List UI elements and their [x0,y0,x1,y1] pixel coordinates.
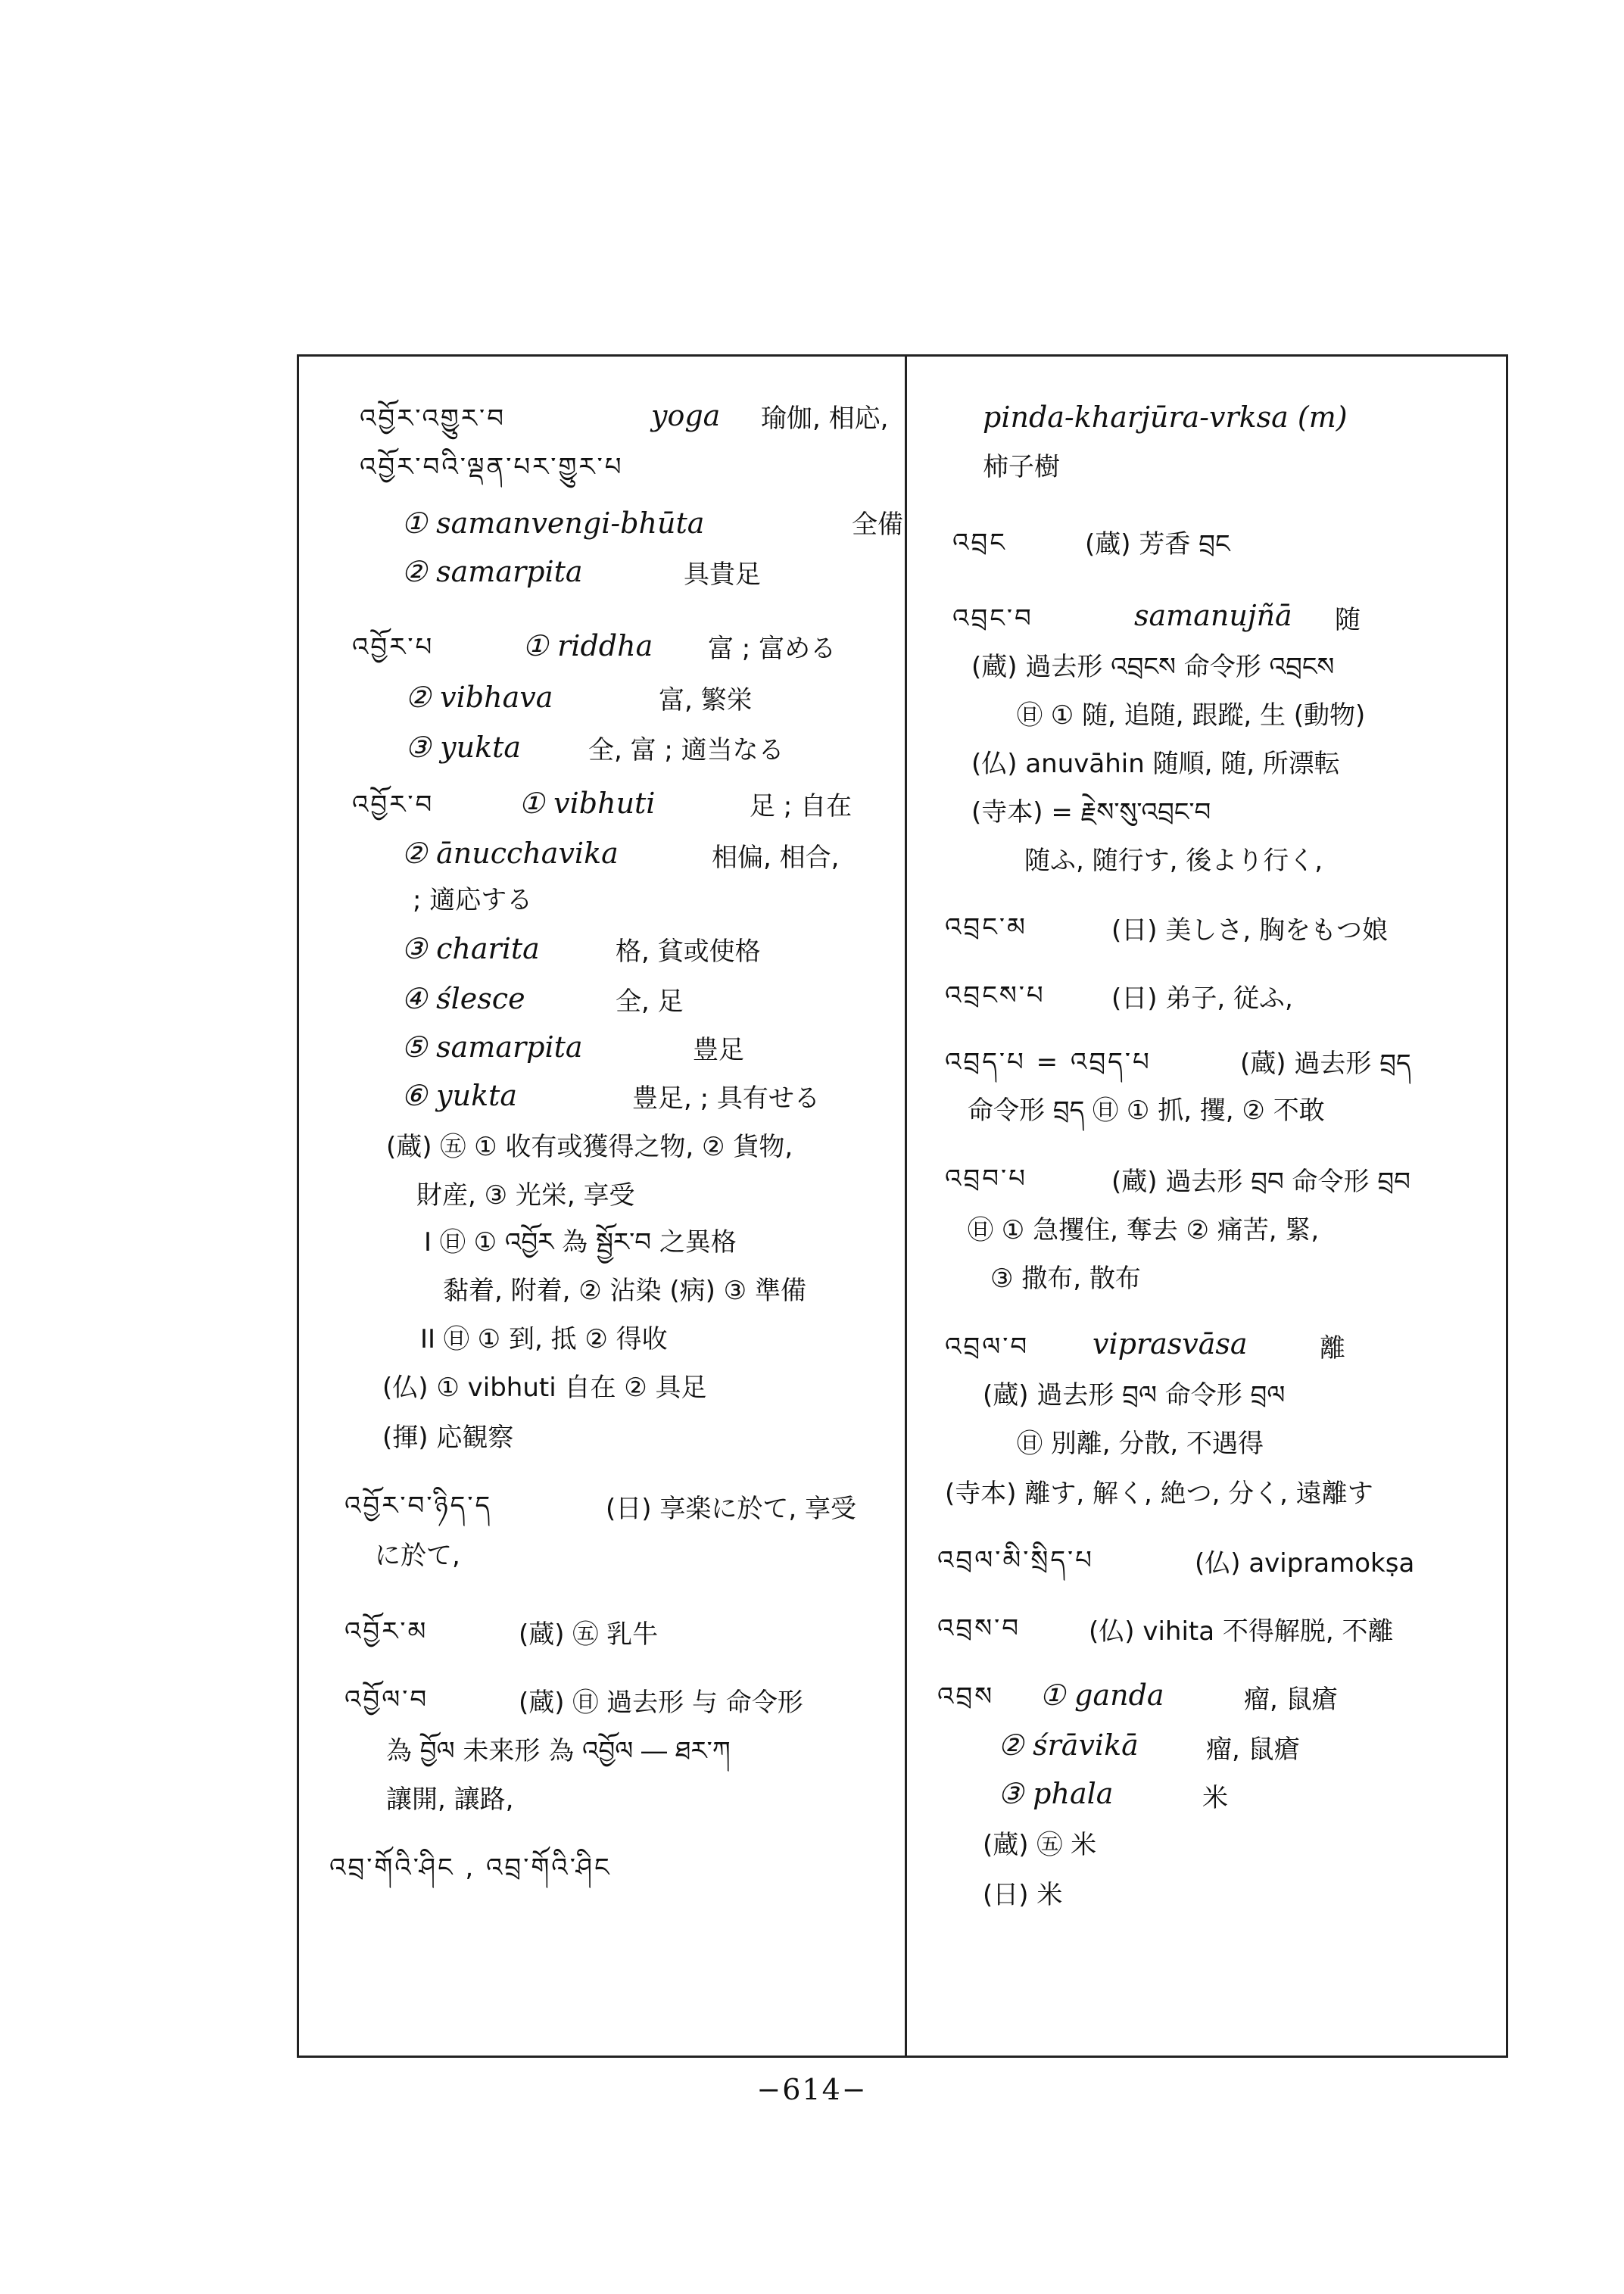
entry-text: (日) 弟子, 従ふ, [1111,983,1293,1014]
entry-text: 随 [1335,605,1361,635]
entry-text: II ㊐ ① 到, 抵 ② 得收 [420,1324,668,1354]
entry-text: 讓開, 讓路, [386,1784,514,1815]
entry-text: 足 ; 自在 [750,791,853,821]
entry-text: ㊐ 別離, 分散, 不遇得 [1017,1429,1264,1459]
entry-text: (仏) vihita 不得解脱, 不離 [1089,1616,1394,1647]
entry-text: འབྲས [937,1682,995,1712]
entry-text: ② śrāvikā [998,1728,1139,1762]
entry-text: ② vibhava [405,681,553,714]
entry-text: 豊足, ; 具有せる [632,1083,820,1114]
entry-text: (仏) anuvāhin 随順, 随, 所漂転 [971,749,1340,779]
right-column [907,357,1506,2056]
entry-text: 為 བྱོལ 未来形 為 འབྱོལ ― ཐར་ཀ [386,1736,731,1766]
entry-text: འབྲང་མ [945,912,1027,943]
entry-text: ㊐ ① 随, 追随, 跟蹤, 生 (動物) [1017,700,1366,731]
entry-text: ④ ślesce [401,982,525,1015]
entry-text: འབྲང་བ [952,603,1033,634]
entry-text: (日) 美しさ, 胸をもつ娘 [1111,915,1388,946]
entry-text: に於て, [375,1541,460,1571]
entry-text: 格, 貧或使格 [616,937,761,967]
entry-text: (蔵) 過去形 བྲབ 命令形 བྲབ [1111,1167,1410,1197]
entry-text: 全備 [852,510,903,540]
entry-text: (日) 享楽に於て, 享受 [606,1494,856,1524]
entry-text: 随ふ, 随行す, 後より行く, [1024,846,1323,876]
entry-text: 富, 繁栄 [659,685,753,715]
page-number: −614− [756,2073,868,2106]
entry-text: 瘤, 鼠瘡 [1244,1685,1338,1715]
entry-text: pinda-kharjūra-vrksa (m) [983,401,1348,434]
entry-text: འབྱོར་པ [352,632,435,662]
entry-text: I ㊐ ① འབྱོར 為 སྦྱོར་བ 之異格 [424,1227,737,1258]
entry-text: འབྱོར་བ [352,790,435,820]
entry-text: (仏) ① vibhuti 自在 ② 具足 [382,1373,707,1403]
entry-text: 瑜伽, 相応, [761,404,889,434]
entry-text: (寺本) = རྗེས་སུ་འབྲང་བ [971,797,1211,828]
entry-text: ① samanvengi-bhūta [401,506,705,540]
entry-text: འབྲང [952,528,1007,558]
entry-text: samanujñā [1134,599,1292,632]
entry-text: (日) 米 [983,1880,1063,1910]
entry-text: འབྱོར་བ་ཉིད་ད [344,1491,493,1521]
entry-text: ⑥ yukta [401,1079,518,1112]
entry-text: འབྱོལ་བ [344,1685,429,1715]
entry-text: 全, 足 [616,986,684,1017]
entry-text: འབྱོར་བའི་ལྡན་པར་གྱུར་པ [360,452,624,482]
entry-text: ③ 撒布, 散布 [990,1264,1141,1294]
entry-text: (蔵) 過去形 འབྲངས 命令形 འབྲངས [971,652,1335,682]
entry-text: འབྲལ་མི་སྲིད་པ [937,1545,1094,1576]
entry-text: འབྲངས་པ [945,980,1046,1011]
entry-text: yoga [651,399,721,432]
entry-text: ③ phala [998,1777,1114,1810]
entry-text: འབྲབ་པ [945,1164,1027,1194]
entry-text: འབྱོར་འགྱུར་བ [360,404,506,434]
entry-text: 瘤, 鼠瘡 [1206,1735,1300,1765]
entry-text: 全, 富 ; 適当なる [588,735,784,765]
entry-text: (蔵) ㊄ 米 [983,1830,1097,1860]
entry-text: 黏着, 附着, ② 沾染 (病) ③ 準備 [443,1276,806,1306]
entry-text: viprasvāsa [1093,1327,1248,1361]
entry-text: 柿子樹 [983,452,1060,482]
entry-text: 米 [1202,1783,1228,1813]
entry-text: ⑤ samarpita [401,1030,583,1064]
entry-text: འབྱོར་མ [344,1616,429,1647]
entry-text: (蔵) ㊄ ① 收有或獲得之物, ② 貨物, [386,1132,793,1162]
entry-text: 離 [1320,1333,1345,1364]
entry-text: (揮) 応観察 [382,1423,514,1453]
entry-text: (蔵) 過去形 བྲད [1240,1049,1411,1079]
left-column [299,357,905,2056]
entry-text: (蔵) ㊐ 過去形 与 命令形 [519,1688,803,1718]
entry-text: འབྲས་བ [937,1613,1021,1644]
entry-text: འབྲལ་བ [945,1332,1030,1362]
entry-text: 豊足 [693,1035,744,1065]
entry-text: (蔵) 過去形 བྲལ 命令形 བྲལ [983,1380,1286,1410]
entry-text: ㊐ ① 急攫住, 奪去 ② 痛苦, 緊, [968,1215,1320,1245]
entry-text: (寺本) 離す, 解く, 絶つ, 分く, 遠離す [945,1479,1373,1509]
entry-text: འབྲ་གོའི་ཤིང , འབྲ་གོའི་ཤིང [329,1853,612,1883]
entry-text: 富 ; 富める [708,634,837,664]
entry-text: 財産, ③ 光栄, 享受 [416,1180,635,1211]
entry-text: 具貴足 [684,559,761,590]
dictionary-frame [297,354,1508,2058]
entry-text: 相偏, 相合, [712,843,840,873]
entry-text: 命令形 བྲད ㊐ ① 抓, 攫, ② 不敢 [968,1096,1325,1126]
entry-text: (蔵) 芳香 བྲང [1085,529,1230,559]
entry-text: ; 適応する [413,885,533,915]
entry-text: འབྲད་པ = འབྲད་པ [945,1047,1152,1077]
entry-text: ② samarpita [401,555,583,588]
entry-text: (蔵) ㊄ 乳牛 [519,1619,659,1650]
entry-text: ① ganda [1040,1678,1164,1712]
entry-text: ① vibhuti [519,787,656,820]
entry-text: (仏) avipramokṣa [1195,1548,1415,1579]
entry-text: ② ānucchavika [401,837,619,870]
entry-text: ③ yukta [405,731,522,764]
entry-text: ① riddha [522,629,653,662]
entry-text: ③ charita [401,932,540,965]
